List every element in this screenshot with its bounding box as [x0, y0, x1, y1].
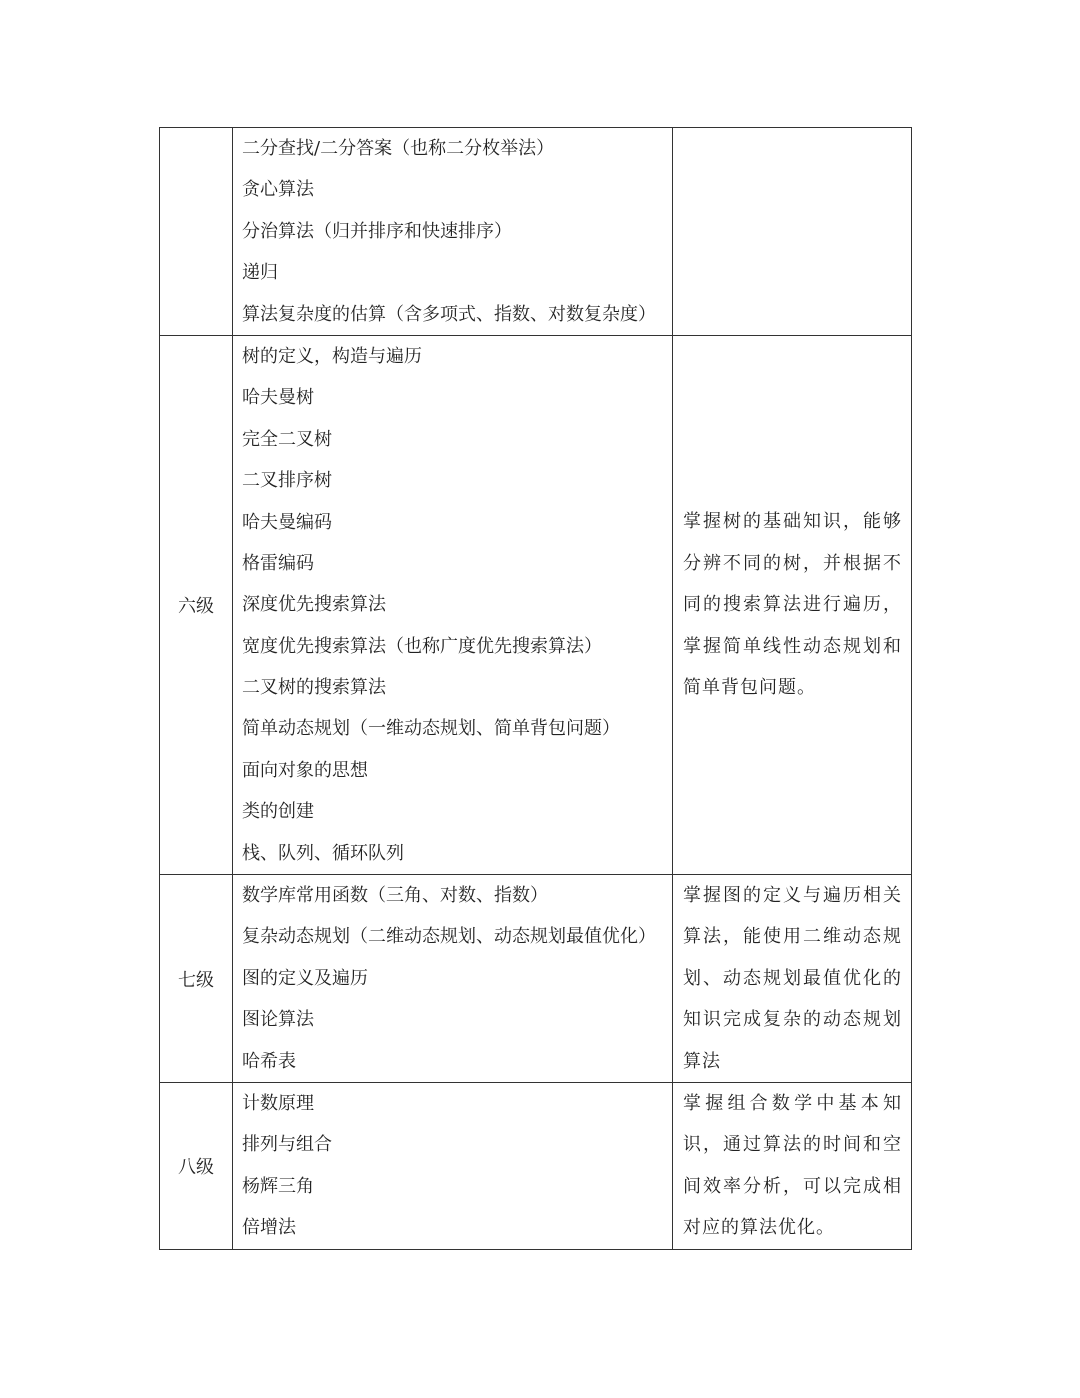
- table-row-level-7: [160, 875, 912, 1083]
- topic-item: 图的定义及遍历: [242, 967, 368, 989]
- topic-item: 递归: [242, 262, 278, 284]
- topic-item: 简单动态规划（一维动态规划、简单背包问题）: [242, 718, 620, 740]
- topic-item: 排列与组合: [242, 1134, 332, 1156]
- topic-item: 二叉排序树: [242, 470, 332, 492]
- topic-item: 宽度优先搜索算法（也称广度优先搜索算法）: [242, 635, 602, 657]
- topic-item: 面向对象的思想: [242, 759, 368, 781]
- goal-cell: 掌握组合数学中基本知识，通过算法的时间和空间效率分析，可以完成相对应的算法优化。: [673, 1083, 912, 1250]
- table-row-level-6: [160, 335, 912, 874]
- topics-cell: [233, 1083, 673, 1250]
- topic-item: 哈夫曼树: [242, 387, 314, 409]
- goal-cell: 掌握树的基础知识，能够分辨不同的树，并根据不同的搜索算法进行遍历，掌握简单线性动态规划和简单背包问题。: [673, 335, 912, 874]
- topic-list: [242, 1083, 666, 1249]
- topic-item: 贪心算法: [242, 179, 314, 201]
- topic-item: 类的创建: [242, 801, 314, 823]
- topic-item: 倍增法: [242, 1217, 296, 1239]
- topic-item: 二叉树的搜索算法: [242, 677, 386, 699]
- topic-item: 完全二叉树: [242, 428, 332, 450]
- topic-item: 哈希表: [242, 1050, 296, 1072]
- level-cell: 八级: [160, 1083, 233, 1250]
- topic-item: 算法复杂度的估算（含多项式、指数、对数复杂度）: [242, 303, 656, 325]
- topics-cell: [233, 335, 673, 874]
- topic-item: 杨辉三角: [242, 1175, 314, 1197]
- topics-cell: [233, 128, 673, 336]
- topic-item: 深度优先搜索算法: [242, 594, 386, 616]
- level-cell: 七级: [160, 875, 233, 1083]
- level-cell: 六级: [160, 335, 233, 874]
- topic-item: 栈、队列、循环队列: [242, 842, 404, 864]
- topic-item: 格雷编码: [242, 552, 314, 574]
- goal-cell: [673, 128, 912, 336]
- topic-item: 分治算法（归并排序和快速排序）: [242, 220, 512, 242]
- topic-item: 哈夫曼编码: [242, 511, 332, 533]
- topic-item: 复杂动态规划（二维动态规划、动态规划最值优化）: [242, 926, 656, 948]
- topic-list: [242, 128, 666, 335]
- topic-list: [242, 336, 666, 874]
- topic-item: 计数原理: [242, 1093, 314, 1115]
- topic-item: 数学库常用函数（三角、对数、指数）: [242, 885, 548, 907]
- level-cell: [160, 128, 233, 336]
- table-row-level-8: [160, 1083, 912, 1250]
- goal-cell: 掌握图的定义与遍历相关算法，能使用二维动态规划、动态规划最值优化的知识完成复杂的动态规划算法: [673, 875, 912, 1083]
- table-row-continued: [160, 128, 912, 336]
- topic-list: [242, 875, 666, 1082]
- topic-item: 树的定义，构造与遍历: [242, 345, 422, 367]
- topics-cell: [233, 875, 673, 1083]
- topic-item: 图论算法: [242, 1009, 314, 1031]
- topic-item: 二分查找/二分答案（也称二分枚举法）: [242, 138, 555, 159]
- syllabus-table: [159, 127, 912, 1250]
